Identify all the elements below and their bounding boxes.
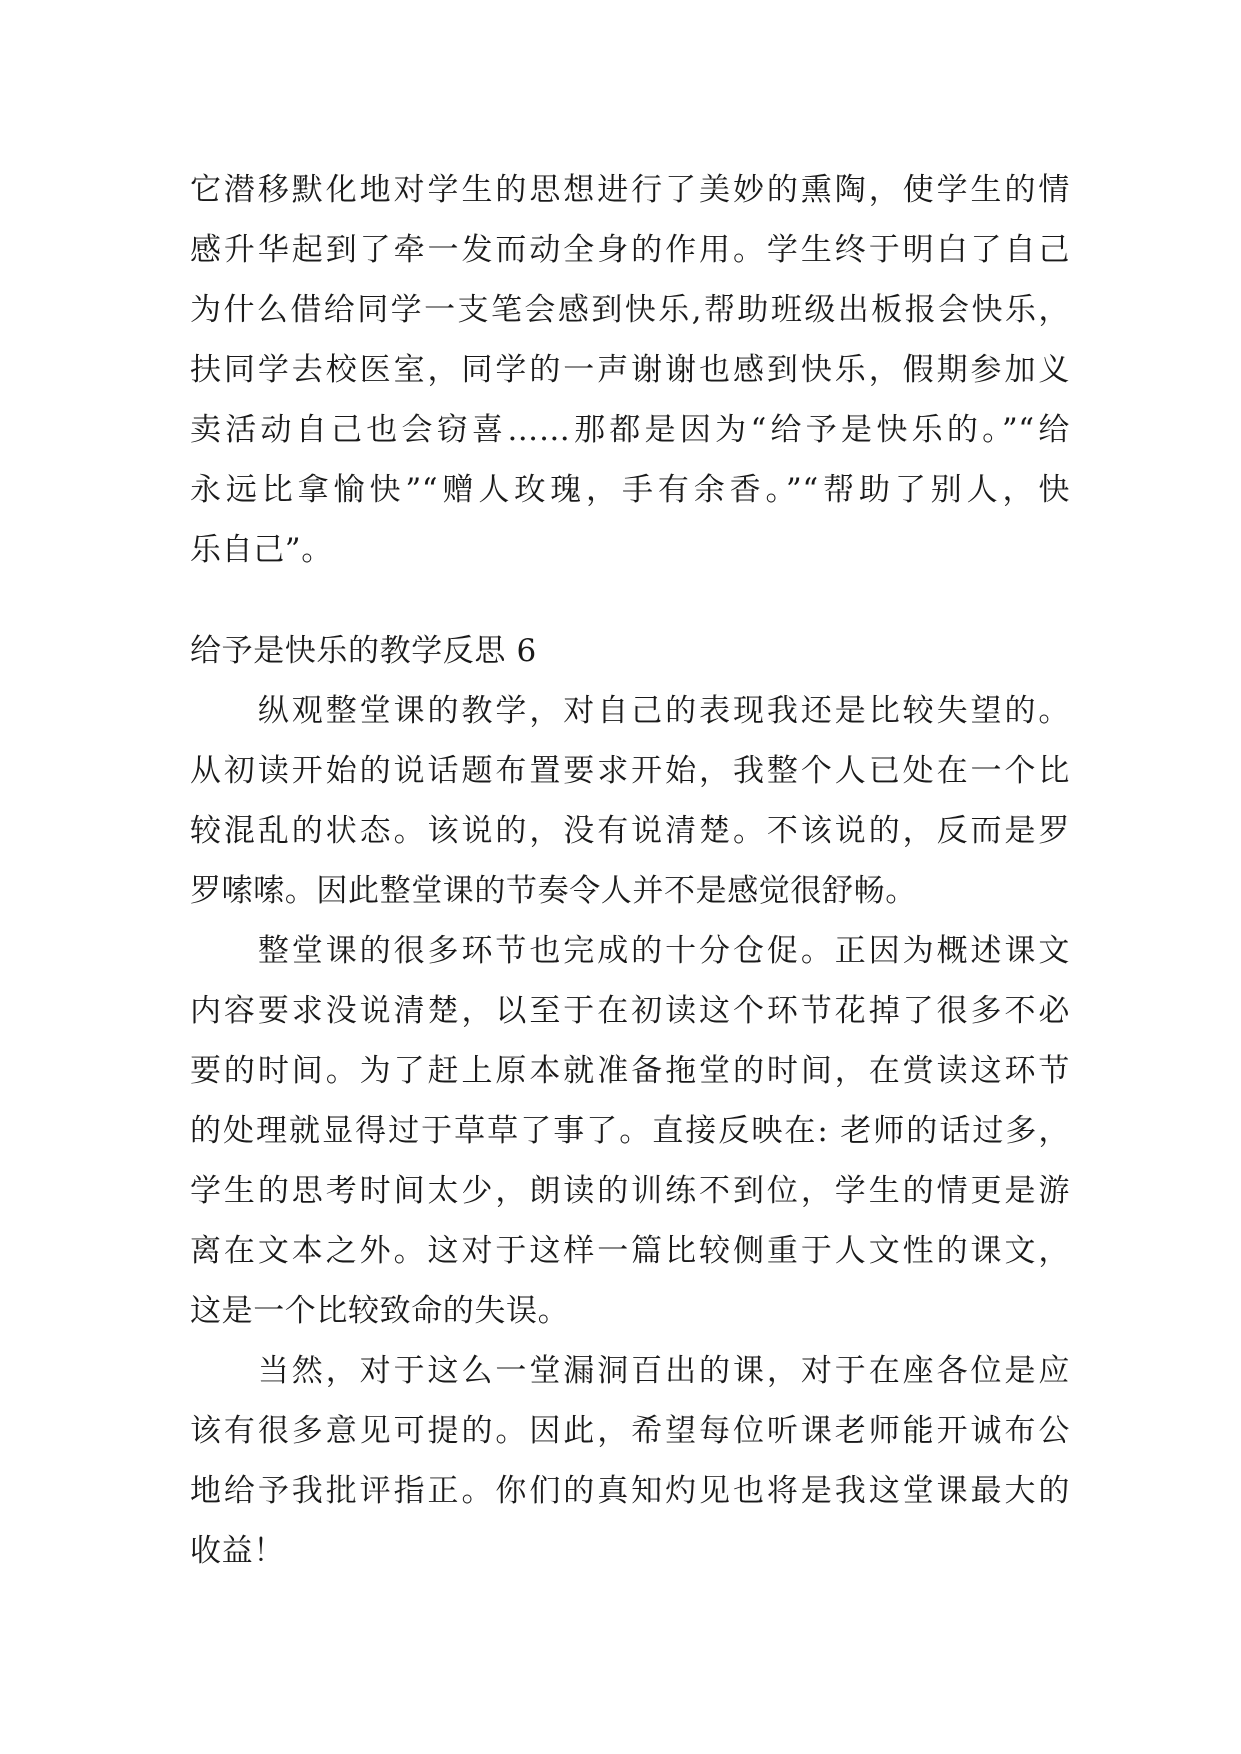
text-line: 卖活动自己也会窃喜……那都是因为“给予是快乐的。”“给 [190, 412, 1070, 448]
text-line: 的处理就显得过于草草了事了。直接反映在: 老师的话过多， [190, 1113, 1070, 1149]
text-line: 感升华起到了牵一发而动全身的作用。学生终于明白了自己 [190, 232, 1070, 268]
text-line: 这是一个比较致命的失误。 [190, 1293, 570, 1329]
text-line: 当然，对于这么一堂漏洞百出的课，对于在座各位是应 [190, 1353, 1070, 1389]
text-line: 内容要求没说清楚，以至于在初读这个环节花掉了很多不必 [190, 993, 1070, 1029]
text-line: 从初读开始的说话题布置要求开始，我整个人已处在一个比 [190, 753, 1070, 789]
text-line: 乐自己”。 [190, 532, 333, 568]
text-line: 为什么借给同学一支笔会感到快乐,帮助班级出板报会快乐， [190, 292, 1070, 328]
reflection-body [190, 681, 1070, 1581]
text-line: 学生的思考时间太少，朗读的训练不到位，学生的情更是游 [190, 1173, 1070, 1209]
text-line: 罗嗦嗦。因此整堂课的节奏令人并不是感觉很舒畅。 [190, 873, 917, 909]
text-line: 较混乱的状态。该说的，没有说清楚。不该说的，反而是罗 [190, 813, 1070, 849]
text-line: 纵观整堂课的教学，对自己的表现我还是比较失望的。 [190, 693, 1070, 729]
text-line: 永远比拿愉快”“赠人玫瑰，手有余香。”“帮助了别人，快 [190, 472, 1070, 508]
text-line: 它潜移默化地对学生的思想进行了美妙的熏陶，使学生的情 [190, 172, 1070, 208]
text-line: 要的时间。为了赶上原本就准备拖堂的时间，在赏读这环节 [190, 1053, 1070, 1089]
text-line: 地给予我批评指正。你们的真知灼见也将是我这堂课最大的 [190, 1473, 1070, 1509]
text-line: 扶同学去校医室，同学的一声谢谢也感到快乐，假期参加义 [190, 352, 1070, 388]
section-heading: 给予是快乐的教学反思 6 [190, 633, 537, 669]
text-line: 离在文本之外。这对于这样一篇比较侧重于人文性的课文， [190, 1233, 1070, 1269]
intro-paragraph [190, 160, 1070, 580]
text-line: 收益！ [190, 1533, 285, 1569]
text-line: 整堂课的很多环节也完成的十分仓促。正因为概述课文 [190, 933, 1070, 969]
text-line: 该有很多意见可提的。因此，希望每位听课老师能开诚布公 [190, 1413, 1070, 1449]
